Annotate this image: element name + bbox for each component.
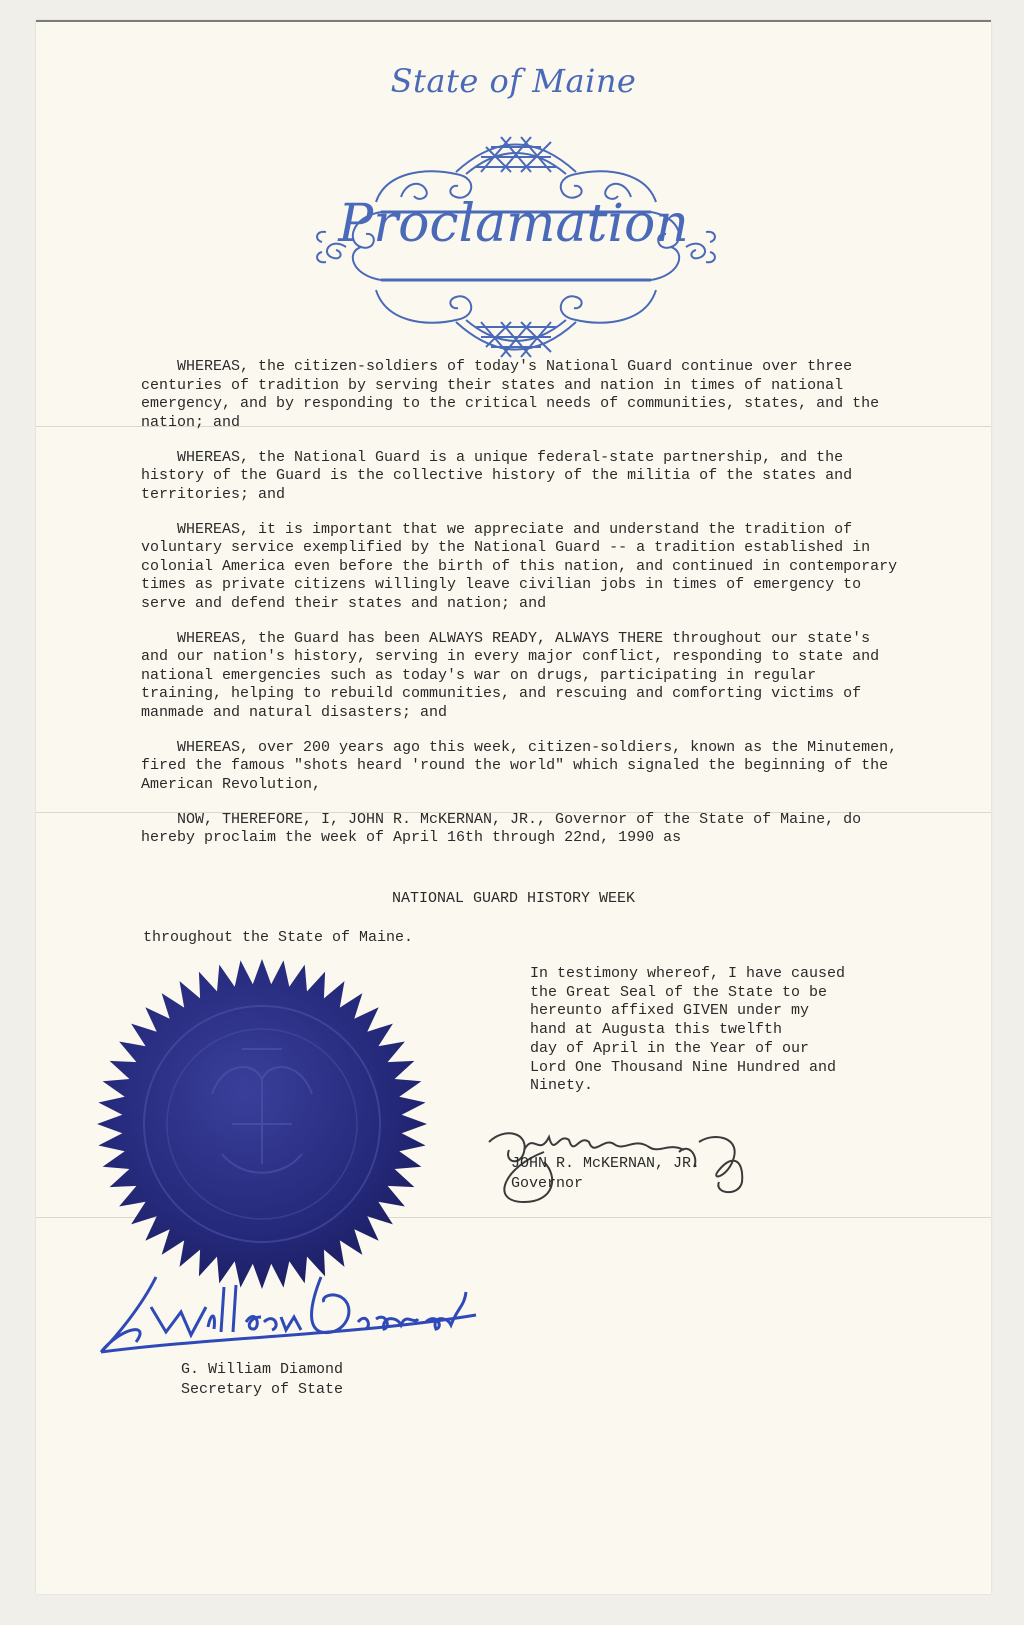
whereas-paragraph: WHEREAS, the citizen-soldiers of today's National Guard continue over three centuries of tradition by serving their states and nation in times of national emergency, and by responding to the critical needs of communities, states, and the nation; and <box>141 358 880 431</box>
proclaimed-week-title: NATIONAL GUARD HISTORY WEEK <box>391 890 636 907</box>
proclamation-document <box>36 20 991 1594</box>
closing-line: throughout the State of Maine. <box>143 929 414 946</box>
secretary-name: G. William Diamond <box>181 1361 344 1378</box>
governor-title: Governor <box>511 1175 584 1192</box>
secretary-title: Secretary of State <box>181 1381 344 1398</box>
whereas-paragraph: WHEREAS, the Guard has been ALWAYS READY, ALWAYS THERE throughout our state's and our nation's history, serving in every major conflict, responding to state and national emergencies such as today's war on drugs, participating in regular training, helping to rebuild communities, and rescuing and comforting victims of manmade and natural disasters; and <box>141 629 880 721</box>
whereas-paragraph: WHEREAS, the National Guard is a unique federal-state partnership, and the history of the Guard is the collective history of the militia of the states and territories; and <box>141 448 853 503</box>
whereas-paragraph: WHEREAS, over 200 years ago this week, citizen-soldiers, known as the Minutemen, fired the famous "shots heard 'round the world" which signaled the beginning of the American Revolution, <box>141 738 898 793</box>
proclamation-title: Proclamation <box>338 194 689 254</box>
proclamation-body <box>141 358 901 864</box>
therefore-paragraph: NOW, THEREFORE, I, JOHN R. McKERNAN, JR., Governor of the State of Maine, do hereby proclaim the week of April 16th through 22nd, 1990 as <box>141 810 862 846</box>
secretary-signature-block <box>181 1360 343 1400</box>
great-seal-of-maine <box>92 954 432 1294</box>
governor-signature-block <box>511 1154 700 1194</box>
testimony-text: In testimony whereof, I have caused the Great Seal of the State to be hereunto affixed GIVEN under my hand at Augusta this twelfth day of April in the Year of our Lord One Thousand Nine Hundred and Ninety. <box>530 965 846 1095</box>
state-heading: State of Maine <box>390 62 637 100</box>
governor-name: JOHN R. McKERNAN, JR. <box>511 1155 701 1172</box>
whereas-paragraph: WHEREAS, it is important that we appreciate and understand the tradition of voluntary service exemplified by the National Guard -- a tradition established in colonial America even before the birth of this nation, and continued in contemporary times as private citizens willingly leave civilian jobs in times of emergency to serve and defend their states and nation; and <box>141 520 898 612</box>
